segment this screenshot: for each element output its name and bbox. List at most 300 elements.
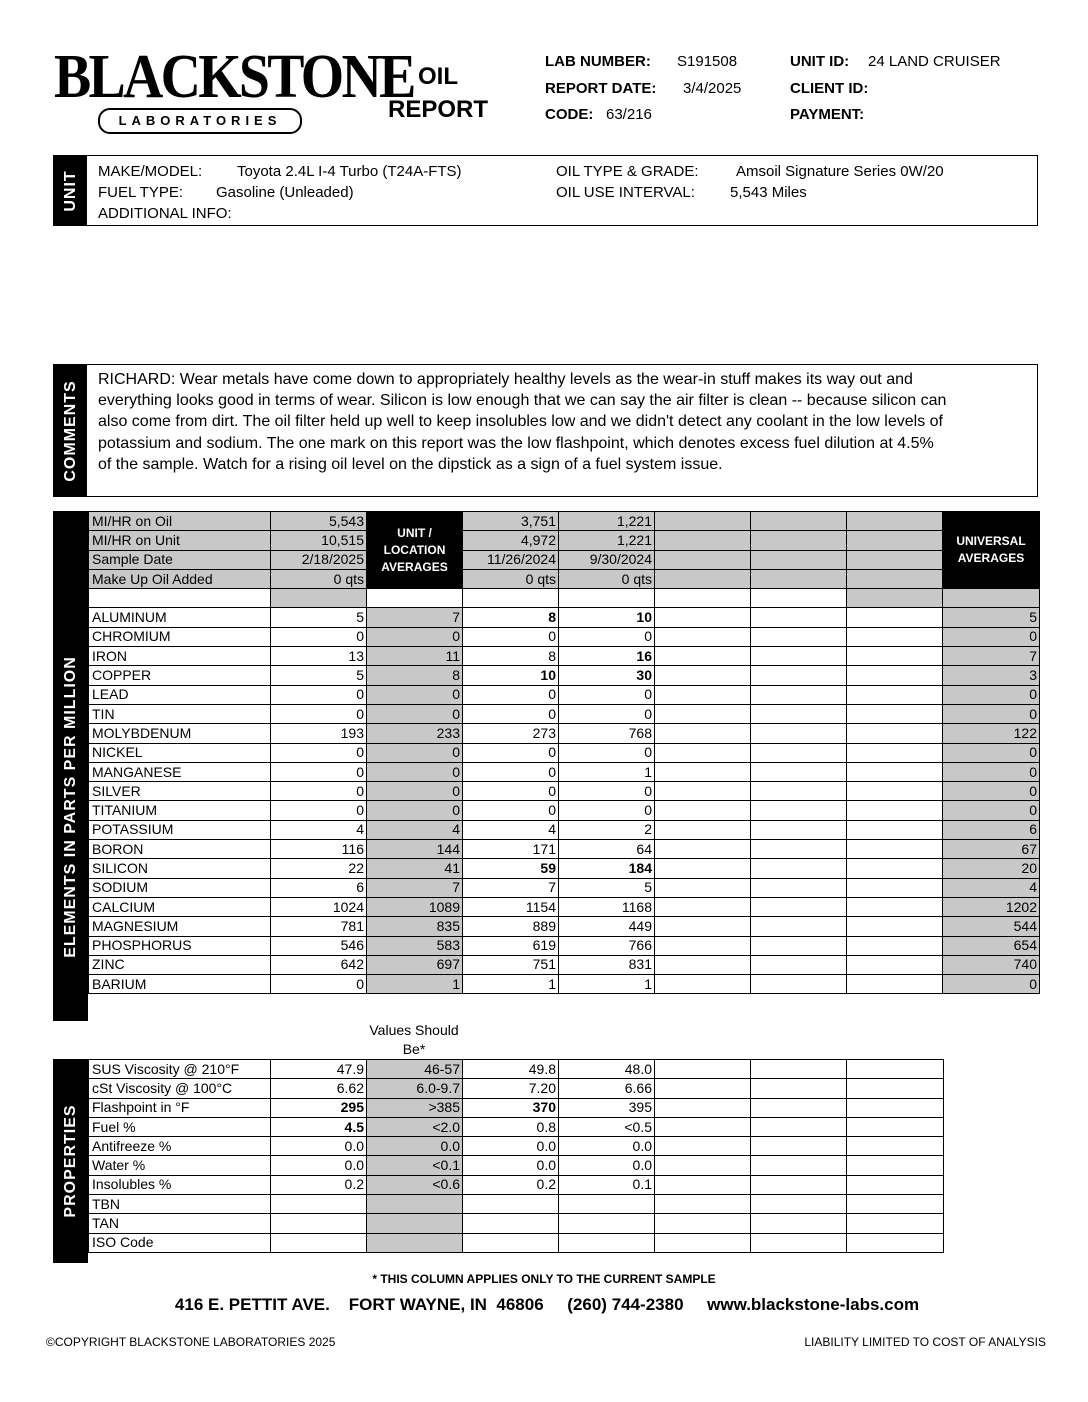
expected-range-value: 0.0 — [367, 1137, 463, 1156]
property-name: ISO Code — [89, 1233, 271, 1252]
empty-cell — [655, 878, 751, 897]
lab-number-label: LAB NUMBER: — [545, 53, 651, 70]
unit-sidebar: UNIT — [54, 156, 87, 225]
universal-average-value: 0 — [943, 762, 1040, 781]
current-sample-value: 0.2 — [271, 1175, 367, 1194]
sample-2-value: 0 — [463, 685, 559, 704]
empty-cell — [655, 589, 751, 608]
current-sample-value: 10,515 — [271, 531, 367, 550]
sample-2-value: 8 — [463, 608, 559, 627]
empty-cell — [751, 975, 847, 994]
empty-cell — [655, 531, 751, 550]
comments-sidebar: COMMENTS — [54, 365, 87, 496]
element-name: CALCIUM — [89, 897, 271, 916]
element-name: ALUMINUM — [89, 608, 271, 627]
expected-range-value: 6.0-9.7 — [367, 1079, 463, 1098]
info-row — [89, 512, 1040, 531]
expected-range-value: >385 — [367, 1098, 463, 1117]
make-model-label: MAKE/MODEL: — [98, 163, 203, 180]
sample-2-value: 10 — [463, 666, 559, 685]
unit-average-value: 0 — [367, 743, 463, 762]
universal-average-value: 1202 — [943, 897, 1040, 916]
current-sample-value: 13 — [271, 647, 367, 666]
empty-cell — [655, 647, 751, 666]
empty-cell — [847, 955, 943, 974]
logo-subtitle: LABORATORIES — [98, 108, 302, 134]
sample-3-value: 10 — [559, 608, 655, 627]
sample-2-value: 370 — [463, 1098, 559, 1117]
copyright: ©COPYRIGHT BLACKSTONE LABORATORIES 2025 — [46, 1335, 336, 1349]
property-name: TBN — [89, 1195, 271, 1214]
empty-cell — [751, 608, 847, 627]
sample-2-value: 619 — [463, 936, 559, 955]
sample-3-value: 0 — [559, 627, 655, 646]
elements-sidebar: ELEMENTS IN PARTS PER MILLION — [53, 511, 88, 1021]
empty-cell — [751, 666, 847, 685]
current-sample-value: 0.0 — [271, 1137, 367, 1156]
empty-cell — [655, 1175, 751, 1194]
sample-3-value: <0.5 — [559, 1117, 655, 1136]
current-sample-value: 0 — [271, 627, 367, 646]
unit-average-value: 7 — [367, 878, 463, 897]
sample-3-value: 1,221 — [559, 531, 655, 550]
info-row — [89, 531, 1040, 550]
empty-cell — [847, 685, 943, 704]
element-name: TIN — [89, 704, 271, 723]
element-name: PHOSPHORUS — [89, 936, 271, 955]
empty-cell — [751, 1195, 847, 1214]
empty-cell — [655, 1117, 751, 1136]
values-should-be-header: Values Should Be* — [369, 1022, 459, 1057]
sample-2-value: 59 — [463, 859, 559, 878]
current-sample-value: 0 — [271, 704, 367, 723]
element-row — [89, 743, 1040, 762]
universal-average-value: 122 — [943, 724, 1040, 743]
empty-cell — [655, 1195, 751, 1214]
empty-cell — [655, 1233, 751, 1252]
empty-cell — [751, 724, 847, 743]
sample-3-value: 0 — [559, 801, 655, 820]
unit-averages-header: UNIT / LOCATION AVERAGES — [367, 512, 463, 589]
element-row — [89, 762, 1040, 781]
company-logo — [54, 42, 414, 146]
sample-3-value: 0 — [559, 685, 655, 704]
sample-2-value: 11/26/2024 — [463, 550, 559, 569]
property-row — [89, 1156, 944, 1175]
expected-range-value: <0.1 — [367, 1156, 463, 1175]
empty-cell — [655, 801, 751, 820]
unit-average-value: 7 — [367, 608, 463, 627]
element-name: POTASSIUM — [89, 820, 271, 839]
logo-wordmark: BLACKSTONE — [54, 43, 414, 111]
sample-2-value — [463, 1195, 559, 1214]
info-row — [89, 569, 1040, 588]
unit-average-value: 41 — [367, 859, 463, 878]
empty-cell — [847, 1214, 944, 1233]
sample-3-value — [559, 1214, 655, 1233]
current-sample-value: 116 — [271, 840, 367, 859]
empty-cell — [751, 531, 847, 550]
property-name: Insolubles % — [89, 1175, 271, 1194]
empty-cell — [847, 936, 943, 955]
oil-type-label: OIL TYPE & GRADE: — [556, 163, 699, 180]
sample-3-value: 0.1 — [559, 1175, 655, 1194]
unit-average-value: 144 — [367, 840, 463, 859]
universal-average-value: 654 — [943, 936, 1040, 955]
empty-cell — [367, 589, 463, 608]
empty-cell — [751, 647, 847, 666]
sample-2-value: 1154 — [463, 897, 559, 916]
current-sample-value: 0 — [271, 975, 367, 994]
empty-cell — [847, 1137, 944, 1156]
universal-average-value: 20 — [943, 859, 1040, 878]
sample-3-value: 0 — [559, 704, 655, 723]
universal-average-value: 544 — [943, 917, 1040, 936]
element-row — [89, 840, 1040, 859]
current-sample-value: 4.5 — [271, 1117, 367, 1136]
additional-info-label: ADDITIONAL INFO: — [98, 205, 232, 222]
sample-3-value: 1,221 — [559, 512, 655, 531]
element-row — [89, 878, 1040, 897]
element-name: MAGNESIUM — [89, 917, 271, 936]
lab-number: S191508 — [677, 53, 738, 70]
empty-cell — [751, 627, 847, 646]
element-row — [89, 897, 1040, 916]
element-name: BORON — [89, 840, 271, 859]
report-title: OIL REPORT — [387, 63, 488, 123]
element-row — [89, 975, 1040, 994]
empty-cell — [847, 589, 943, 608]
empty-cell — [655, 569, 751, 588]
empty-cell — [847, 762, 943, 781]
element-row — [89, 917, 1040, 936]
empty-cell — [655, 666, 751, 685]
sample-3-value: 48.0 — [559, 1060, 655, 1079]
element-name: BARIUM — [89, 975, 271, 994]
empty-cell — [751, 1060, 847, 1079]
sample-2-value: 0 — [463, 627, 559, 646]
current-sample-value: 0 — [271, 685, 367, 704]
property-name: SUS Viscosity @ 210°F — [89, 1060, 271, 1079]
sample-2-value: 889 — [463, 917, 559, 936]
current-sample-value: 295 — [271, 1098, 367, 1117]
sample-3-value: 0 — [559, 782, 655, 801]
empty-cell — [847, 820, 943, 839]
empty-cell — [847, 917, 943, 936]
element-row — [89, 666, 1040, 685]
element-row — [89, 820, 1040, 839]
sample-3-value: 0 — [559, 743, 655, 762]
element-row — [89, 647, 1040, 666]
current-sample-value: 5 — [271, 666, 367, 685]
code: 63/216 — [606, 106, 652, 123]
sample-3-value: 2 — [559, 820, 655, 839]
universal-average-value: 0 — [943, 685, 1040, 704]
empty-cell — [751, 936, 847, 955]
unit-id: 24 LAND CRUISER — [868, 53, 1001, 70]
current-sample-value: 1024 — [271, 897, 367, 916]
empty-cell — [751, 1137, 847, 1156]
empty-cell — [751, 897, 847, 916]
sample-2-value: 0.8 — [463, 1117, 559, 1136]
sample-3-value: 1 — [559, 762, 655, 781]
unit-average-value: 697 — [367, 955, 463, 974]
property-name: Water % — [89, 1156, 271, 1175]
report-date-label: REPORT DATE: — [545, 80, 657, 97]
sample-2-value: 8 — [463, 647, 559, 666]
unit-average-value: 4 — [367, 820, 463, 839]
current-sample-value — [271, 1195, 367, 1214]
empty-cell — [847, 627, 943, 646]
element-name: MOLYBDENUM — [89, 724, 271, 743]
empty-cell — [655, 627, 751, 646]
sample-3-value: 1 — [559, 975, 655, 994]
universal-average-value: 4 — [943, 878, 1040, 897]
empty-cell — [847, 1233, 944, 1252]
current-sample-value — [271, 1233, 367, 1252]
unit-average-value: 1 — [367, 975, 463, 994]
sample-2-value: 0 — [463, 743, 559, 762]
empty-cell — [655, 897, 751, 916]
sample-2-value: 3,751 — [463, 512, 559, 531]
property-row — [89, 1079, 944, 1098]
empty-cell — [655, 1137, 751, 1156]
universal-average-value: 3 — [943, 666, 1040, 685]
unit-average-value: 8 — [367, 666, 463, 685]
sample-3-value: 0 qts — [559, 569, 655, 588]
empty-cell — [751, 820, 847, 839]
empty-cell — [847, 782, 943, 801]
properties-table — [88, 1059, 944, 1253]
current-sample-value: 22 — [271, 859, 367, 878]
sample-3-value: 16 — [559, 647, 655, 666]
lab-address: 416 E. PETTIT AVE. FORT WAYNE, IN 46806 (260) 744-2380 www.blackstone-labs.com — [174, 1295, 920, 1314]
properties-sidebar: PROPERTIES — [53, 1059, 88, 1263]
universal-average-value: 0 — [943, 743, 1040, 762]
sample-2-value: 4,972 — [463, 531, 559, 550]
sample-2-value — [463, 1233, 559, 1252]
sample-2-value: 171 — [463, 840, 559, 859]
element-row — [89, 859, 1040, 878]
make-model: Toyota 2.4L I-4 Turbo (T24A-FTS) — [237, 163, 462, 180]
sample-2-value: 0 — [463, 782, 559, 801]
unit-average-value: 835 — [367, 917, 463, 936]
property-row — [89, 1137, 944, 1156]
sample-3-value — [559, 1233, 655, 1252]
empty-cell — [655, 859, 751, 878]
footnote: * THIS COLUMN APPLIES ONLY TO THE CURRENT SAMPLE — [372, 1272, 716, 1286]
current-sample-value: 0 — [271, 762, 367, 781]
element-name: SILICON — [89, 859, 271, 878]
element-row — [89, 724, 1040, 743]
empty-cell — [655, 762, 751, 781]
property-name: Fuel % — [89, 1117, 271, 1136]
sample-2-value: 0 qts — [463, 569, 559, 588]
row-label: MI/HR on Unit — [89, 531, 271, 550]
element-row — [89, 936, 1040, 955]
current-sample-value — [271, 1214, 367, 1233]
empty-cell — [847, 897, 943, 916]
expected-range-value — [367, 1214, 463, 1233]
property-row — [89, 1098, 944, 1117]
empty-cell — [751, 762, 847, 781]
current-sample-value: 642 — [271, 955, 367, 974]
expected-range-value — [367, 1233, 463, 1252]
empty-cell — [847, 1098, 944, 1117]
code-label: CODE: — [545, 106, 594, 123]
sample-3-value: 766 — [559, 936, 655, 955]
current-sample-value: 0 qts — [271, 569, 367, 588]
empty-cell — [847, 801, 943, 820]
comments-text: RICHARD: Wear metals have come down to appropriately healthy levels as the wear-in stuff makes its way out and everything looks good in terms of wear. Silicon is low enough that we can say the air filter is clean -- because silicon can also come from dirt. The oil filter held up well to keep insolubles low and we didn't detect any coolant in the low levels of potassium and sodium. The one mark on this report was the low flashpoint, which denotes excess fuel dilution at 4.5% of the sample. Watch for a rising oil level on the dipstick as a sign of a fuel system issue. — [98, 371, 947, 473]
empty-cell — [751, 878, 847, 897]
empty-cell — [655, 917, 751, 936]
current-sample-value: 193 — [271, 724, 367, 743]
sample-2-value: 1 — [463, 975, 559, 994]
element-name: TITANIUM — [89, 801, 271, 820]
empty-cell — [847, 531, 943, 550]
element-row — [89, 685, 1040, 704]
empty-cell — [847, 1060, 944, 1079]
empty-cell — [847, 512, 943, 531]
current-sample-value: 6.62 — [271, 1079, 367, 1098]
empty-cell — [847, 1156, 944, 1175]
empty-cell — [751, 512, 847, 531]
empty-cell — [655, 512, 751, 531]
empty-cell — [847, 743, 943, 762]
unit-average-value: 0 — [367, 704, 463, 723]
sample-3-value: 0.0 — [559, 1137, 655, 1156]
empty-cell — [655, 936, 751, 955]
property-row — [89, 1175, 944, 1194]
empty-cell — [751, 743, 847, 762]
report-date: 3/4/2025 — [683, 80, 742, 97]
sample-3-value: 449 — [559, 917, 655, 936]
empty-cell — [89, 589, 271, 608]
current-sample-value: 0 — [271, 743, 367, 762]
empty-cell — [751, 917, 847, 936]
universal-average-value: 0 — [943, 704, 1040, 723]
sample-3-value: 0.0 — [559, 1156, 655, 1175]
property-row — [89, 1214, 944, 1233]
empty-cell — [655, 1156, 751, 1175]
current-sample-value: 5,543 — [271, 512, 367, 531]
empty-cell — [751, 840, 847, 859]
element-name: SILVER — [89, 782, 271, 801]
empty-cell — [655, 743, 751, 762]
empty-cell — [751, 859, 847, 878]
expected-range-value: <0.6 — [367, 1175, 463, 1194]
sample-2-value: 751 — [463, 955, 559, 974]
property-name: Antifreeze % — [89, 1137, 271, 1156]
client-id-label: CLIENT ID: — [790, 80, 869, 97]
unit-average-value: 583 — [367, 936, 463, 955]
info-row — [89, 550, 1040, 569]
current-sample-value: 0 — [271, 801, 367, 820]
empty-cell — [751, 955, 847, 974]
elements-table — [88, 511, 1040, 994]
element-name: NICKEL — [89, 743, 271, 762]
oil-interval: 5,543 Miles — [730, 184, 807, 201]
empty-cell — [655, 840, 751, 859]
empty-cell — [847, 647, 943, 666]
universal-average-value: 0 — [943, 975, 1040, 994]
empty-cell — [655, 820, 751, 839]
universal-average-value: 5 — [943, 608, 1040, 627]
empty-cell — [751, 1233, 847, 1252]
current-sample-value: 6 — [271, 878, 367, 897]
empty-cell — [655, 782, 751, 801]
universal-average-value: 6 — [943, 820, 1040, 839]
property-row — [89, 1117, 944, 1136]
payment-label: PAYMENT: — [790, 106, 865, 123]
empty-cell — [751, 1098, 847, 1117]
empty-cell — [751, 782, 847, 801]
empty-cell — [847, 840, 943, 859]
oil-interval-label: OIL USE INTERVAL: — [556, 184, 695, 201]
current-sample-value: 546 — [271, 936, 367, 955]
unit-id-label: UNIT ID: — [790, 53, 850, 70]
sample-2-value: 7 — [463, 878, 559, 897]
empty-cell — [655, 704, 751, 723]
empty-cell — [751, 1079, 847, 1098]
unit-average-value: 0 — [367, 762, 463, 781]
current-sample-value: 0 — [271, 782, 367, 801]
sample-3-value: 184 — [559, 859, 655, 878]
sample-2-value: 0 — [463, 762, 559, 781]
sample-3-value: 6.66 — [559, 1079, 655, 1098]
empty-cell — [847, 1175, 944, 1194]
property-row — [89, 1233, 944, 1252]
sample-2-value — [463, 1214, 559, 1233]
universal-average-value: 7 — [943, 647, 1040, 666]
property-row — [89, 1195, 944, 1214]
element-row — [89, 801, 1040, 820]
element-name: CHROMIUM — [89, 627, 271, 646]
current-sample-value: 781 — [271, 917, 367, 936]
universal-average-value: 740 — [943, 955, 1040, 974]
sample-2-value: 49.8 — [463, 1060, 559, 1079]
empty-cell — [655, 955, 751, 974]
empty-cell — [751, 550, 847, 569]
empty-cell — [751, 1175, 847, 1194]
empty-cell — [847, 975, 943, 994]
unit-average-value: 0 — [367, 782, 463, 801]
row-label: Make Up Oil Added — [89, 569, 271, 588]
empty-cell — [751, 1117, 847, 1136]
spacer-row — [89, 589, 1040, 608]
fuel-type-label: FUEL TYPE: — [98, 184, 184, 201]
empty-cell — [847, 704, 943, 723]
current-sample-value: 2/18/2025 — [271, 550, 367, 569]
current-sample-value: 5 — [271, 608, 367, 627]
sample-3-value: 768 — [559, 724, 655, 743]
element-row — [89, 608, 1040, 627]
sample-3-value: 64 — [559, 840, 655, 859]
unit-average-value: 0 — [367, 685, 463, 704]
empty-cell — [847, 550, 943, 569]
liability-note: LIABILITY LIMITED TO COST OF ANALYSIS — [804, 1335, 1046, 1349]
sample-2-value: 0.2 — [463, 1175, 559, 1194]
oil-type: Amsoil Signature Series 0W/20 — [736, 163, 944, 180]
element-name: SODIUM — [89, 878, 271, 897]
property-name: TAN — [89, 1214, 271, 1233]
empty-cell — [655, 685, 751, 704]
row-label: Sample Date — [89, 550, 271, 569]
expected-range-value: <2.0 — [367, 1117, 463, 1136]
unit-info-box — [53, 155, 1038, 226]
universal-averages-header: UNIVERSAL AVERAGES — [943, 512, 1040, 589]
